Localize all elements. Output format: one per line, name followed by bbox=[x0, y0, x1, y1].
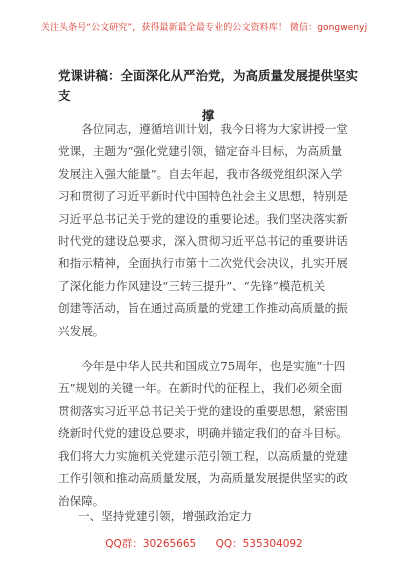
text-line: 创建等活动，旨在通过高质量的党建工作推动高质量的振 bbox=[58, 301, 348, 316]
title-line-1: 党课讲稿：全面深化从严治党，为高质量发展提供坚实支 bbox=[58, 68, 359, 103]
text-line: 今年是中华人民共和国成立75周年，也是实施“十四 bbox=[58, 359, 346, 374]
header-promo-note: 关注头条号“公文研究”，获得最新最全最专业的公文资料库！ 微信：gongwenyj bbox=[40, 23, 368, 33]
text-line: 绕新时代党的建设总要求，明确并锚定我们的奋斗目标。 bbox=[58, 426, 348, 441]
document-title bbox=[58, 66, 358, 126]
text-line: 贯彻落实习近平总书记关于党的建设的重要思想，紧密围 bbox=[58, 403, 348, 418]
text-line: 习近平总书记关于党的建设的重要论述。我们坚决落实新 bbox=[58, 211, 348, 226]
text-line: 发展注入强大能量”。自去年起，我市各级党组织深入学 bbox=[58, 166, 343, 181]
section-heading: 一、坚持党建引领，增强政治定力 bbox=[78, 509, 252, 523]
qq-group: QQ群：30265665 bbox=[105, 538, 197, 550]
text-line: 党课，主题为“强化党建引领，锚定奋斗目标，为高质量 bbox=[58, 144, 343, 159]
qq-number: QQ：535304092 bbox=[215, 538, 303, 550]
paragraph-2 bbox=[58, 355, 358, 512]
document-body bbox=[58, 118, 358, 525]
text-line: 工作引领和推动高质量发展，为高质量发展提供坚实的政 bbox=[58, 471, 348, 486]
paragraph-1 bbox=[58, 118, 358, 342]
text-line: 习和贯彻了习近平新时代中国特色社会主义思想，特别是 bbox=[58, 189, 348, 204]
text-line: 各位同志，遵循培训计划，我今日将为大家讲授一堂 bbox=[58, 122, 348, 136]
text-line: 我们将大力实施机关党建示范引领工程，以高质量的党建 bbox=[58, 448, 348, 463]
text-line: 五”规划的关键一年。在新时代的征程上，我们必须全面 bbox=[58, 381, 343, 396]
text-line: 治保障。 bbox=[58, 493, 105, 508]
text-line: 和指示精神，全面执行市第十二次党代会决议，扎实开展 bbox=[58, 256, 348, 271]
title-line-2: 撑 bbox=[201, 108, 215, 123]
text-line: 了深化能力作风建设“三转三提升”、“先锋”模范机关 bbox=[58, 278, 326, 293]
text-line: 兴发展。 bbox=[58, 323, 105, 338]
footer-contact bbox=[0, 536, 408, 551]
text-line: 时代党的建设总要求，深入贯彻习近平总书记的重要讲话 bbox=[58, 234, 348, 249]
